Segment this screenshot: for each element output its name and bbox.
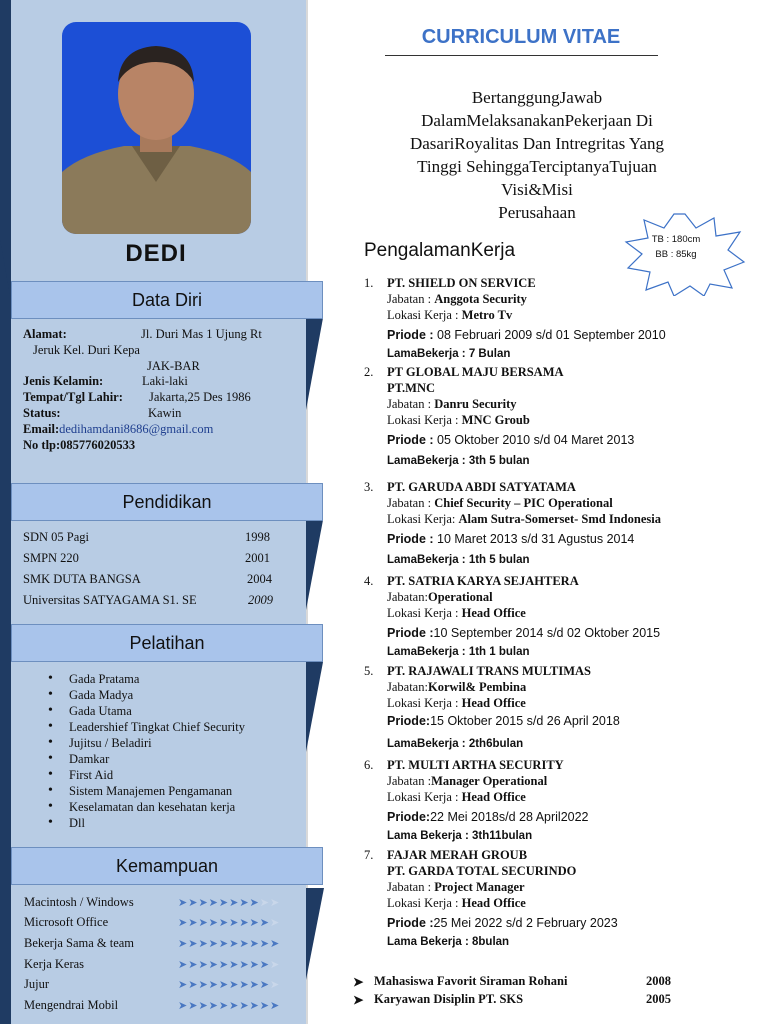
list-item: • Damkar: [48, 751, 245, 767]
jabatan-line: Jabatan : Chief Security – PIC Operational: [387, 496, 613, 510]
rating-arrow-icon: ➤: [249, 917, 260, 929]
periode-line: Priode:15 Oktober 2015 s/d 26 April 2018: [387, 714, 620, 728]
rating-arrow-icon: ➤: [178, 938, 189, 950]
section-header-pelatihan: Pelatihan: [11, 624, 323, 662]
rating-arrow-icon: ➤: [208, 917, 219, 929]
periode-line: Priode :25 Mei 2022 s/d 2 February 2023: [387, 916, 618, 930]
bb-text: BB : 85kg: [655, 249, 697, 260]
skill-label: Macintosh / Windows: [24, 895, 134, 909]
periode-line: Priode:22 Mei 2018s/d 28 April2022: [387, 810, 589, 824]
info-alamat-3: JAK-BAR: [147, 359, 200, 373]
info-alamat-label: Alamat:: [23, 327, 67, 341]
rating-arrow-icon: ➤: [259, 897, 270, 909]
lama-line: Lama Bekerja : 8bulan: [387, 936, 510, 948]
rating-arrow-icon: ➤: [249, 938, 260, 950]
info-ttl-label: Tempat/Tgl Lahir:: [23, 390, 123, 404]
person-silhouette-icon: [62, 22, 251, 234]
lokasi-line: Lokasi Kerja : Metro Tv: [387, 308, 513, 322]
company-name: PT. SATRIA KARYA SEJAHTERA: [387, 574, 579, 588]
lama-line: LamaBekerja : 3th 5 bulan: [387, 455, 530, 467]
rating-arrow-icon: ➤: [249, 959, 260, 971]
skill-label: Microsoft Office: [24, 915, 109, 929]
tb-text: TB : 180cm: [651, 234, 701, 245]
rating-arrow-icon: ➤: [218, 897, 230, 909]
company-name: PT. GARUDA ABDI SATYATAMA: [387, 480, 576, 494]
info-status-value: Kawin: [148, 406, 182, 420]
rating-arrow-icon: ➤: [178, 917, 189, 929]
lama-line: Lama Bekerja : 3th11bulan: [387, 830, 533, 842]
rating-arrow-icon: ➤: [269, 959, 281, 971]
rating-arrow-icon: ➤: [259, 917, 270, 929]
lokasi-line: Lokasi Kerja : Head Office: [387, 696, 526, 710]
experience-number: 6.: [364, 758, 374, 772]
arrow-bullet-icon: ➤: [353, 993, 364, 1007]
rating-arrow-icon: ➤: [178, 979, 189, 991]
rating-arrow-icon: ➤: [208, 1000, 219, 1012]
list-item: • Keselamatan dan kesehatan kerja: [48, 799, 245, 815]
email-link[interactable]: dedihamdani8686@gmail.com: [59, 422, 214, 436]
rating-arrow-icon: ➤: [229, 917, 240, 929]
list-item: • Dll: [48, 815, 245, 831]
list-item: • Sistem Manajemen Pengamanan: [48, 783, 245, 799]
rating-arrow-icon: ➤: [269, 1000, 281, 1012]
candidate-name: DEDI: [125, 240, 187, 267]
rating-arrow-icon: ➤: [198, 917, 209, 929]
starburst-badge-icon: [624, 212, 746, 296]
rating-arrow-icon: ➤: [218, 917, 230, 929]
company-name-2: PT. GARDA TOTAL SECURINDO: [387, 864, 577, 878]
jabatan-line: Jabatan :Manager Operational: [387, 774, 548, 788]
rating-arrow-icon: ➤: [208, 938, 219, 950]
company-name-2: PT.MNC: [387, 381, 436, 395]
rating-arrow-icon: ➤: [259, 1000, 270, 1012]
rating-arrow-icon: ➤: [218, 1000, 230, 1012]
rating-arrow-icon: ➤: [188, 979, 199, 991]
lokasi-line: Lokasi Kerja: Alam Sutra-Somerset- Smd Indonesia: [387, 512, 661, 526]
rating-arrow-icon: ➤: [188, 1000, 199, 1012]
info-jk-label: Jenis Kelamin:: [23, 374, 104, 388]
jabatan-line: Jabatan:Korwil& Pembina: [387, 680, 527, 694]
section-header-pendidikan: Pendidikan: [11, 483, 323, 521]
skill-label: Kerja Keras: [24, 957, 85, 971]
skill-label: Mengendrai Mobil: [24, 998, 119, 1012]
rating-arrow-icon: ➤: [239, 1000, 250, 1012]
rating-arrow-icon: ➤: [208, 979, 219, 991]
rating-arrow-icon: ➤: [178, 1000, 189, 1012]
experience-number: 3.: [364, 480, 374, 494]
info-ttl-value: Jakarta,25 Des 1986: [149, 390, 251, 404]
company-name: PT. RAJAWALI TRANS MULTIMAS: [387, 664, 591, 678]
jabatan-line: Jabatan : Danru Security: [387, 397, 517, 411]
rating-arrow-icon: ➤: [239, 897, 250, 909]
rating-arrow-icon: ➤: [229, 938, 240, 950]
edu-row: Universitas SATYAGAMA S1. SE 2009: [23, 593, 273, 607]
lokasi-line: Lokasi Kerja : Head Office: [387, 790, 526, 804]
rating-arrow-icon: ➤: [198, 897, 209, 909]
skill-rating: [178, 896, 280, 909]
profile-photo: [62, 22, 251, 234]
rating-arrow-icon: ➤: [208, 959, 219, 971]
training-list: [48, 671, 245, 831]
rating-arrow-icon: ➤: [269, 938, 281, 950]
section-header-data-diri: Data Diri: [11, 281, 323, 319]
jabatan-line: Jabatan : Anggota Security: [387, 292, 527, 306]
skill-rating: [178, 958, 280, 971]
arrow-bullet-icon: ➤: [353, 975, 364, 989]
rating-arrow-icon: ➤: [249, 979, 260, 991]
periode-line: Priode : 08 Februari 2009 s/d 01 September 2010: [387, 328, 666, 342]
rating-arrow-icon: ➤: [178, 897, 189, 909]
rating-arrow-icon: ➤: [259, 938, 270, 950]
jabatan-line: Jabatan : Project Manager: [387, 880, 525, 894]
rating-arrow-icon: ➤: [178, 959, 189, 971]
rating-arrow-icon: ➤: [198, 938, 209, 950]
rating-arrow-icon: ➤: [269, 979, 281, 991]
rating-arrow-icon: ➤: [229, 897, 240, 909]
rating-arrow-icon: ➤: [229, 979, 240, 991]
lokasi-line: Lokasi Kerja : Head Office: [387, 606, 526, 620]
skill-rating: [178, 999, 280, 1012]
list-item: • Gada Madya: [48, 687, 245, 703]
list-item: • Jujitsu / Beladiri: [48, 735, 245, 751]
periode-line: Priode : 10 Maret 2013 s/d 31 Agustus 2014: [387, 532, 635, 546]
jabatan-line: Jabatan:Operational: [387, 590, 493, 604]
section-header-kemampuan: Kemampuan: [11, 847, 323, 885]
lama-line: LamaBekerja : 2th6bulan: [387, 738, 524, 750]
section-header-pengalaman: PengalamanKerja: [364, 240, 516, 261]
rating-arrow-icon: ➤: [188, 917, 199, 929]
info-jk-value: Laki-laki: [142, 374, 188, 388]
rating-arrow-icon: ➤: [239, 938, 250, 950]
info-email: Email:dedihamdani8686@gmail.com: [23, 422, 214, 436]
experience-number: 1.: [364, 276, 374, 290]
company-name: PT GLOBAL MAJU BERSAMA: [387, 365, 564, 379]
rating-arrow-icon: ➤: [198, 1000, 209, 1012]
rating-arrow-icon: ➤: [239, 959, 250, 971]
experience-number: 2.: [364, 365, 374, 379]
rating-arrow-icon: ➤: [259, 979, 270, 991]
edu-row: SDN 05 Pagi 1998: [23, 530, 270, 544]
rating-arrow-icon: ➤: [259, 959, 270, 971]
rating-arrow-icon: ➤: [218, 959, 230, 971]
info-alamat-2: Jeruk Kel. Duri Kepa: [33, 343, 140, 357]
info-alamat-1: Jl. Duri Mas 1 Ujung Rt: [141, 327, 262, 341]
edu-row: SMK DUTA BANGSA 2004: [23, 572, 272, 586]
rating-arrow-icon: ➤: [239, 979, 250, 991]
list-item: • First Aid: [48, 767, 245, 783]
lokasi-line: Lokasi Kerja : MNC Groub: [387, 413, 530, 427]
skill-rating: [178, 937, 280, 950]
cv-title: CURRICULUM VITAE: [421, 26, 621, 48]
rating-arrow-icon: ➤: [198, 979, 209, 991]
rating-arrow-icon: ➤: [229, 1000, 240, 1012]
rating-arrow-icon: ➤: [208, 897, 219, 909]
rating-arrow-icon: ➤: [218, 938, 230, 950]
lama-line: LamaBekerja : 1th 5 bulan: [387, 554, 530, 566]
company-name: PT. MULTI ARTHA SECURITY: [387, 758, 564, 772]
edu-row: SMPN 220 2001: [23, 551, 270, 565]
experience-number: 5.: [364, 664, 374, 678]
rating-arrow-icon: ➤: [249, 897, 260, 909]
lama-line: LamaBekerja : 7 Bulan: [387, 348, 511, 360]
skill-rating: [178, 916, 280, 929]
title-underline: [385, 55, 658, 56]
lama-line: LamaBekerja : 1th 1 bulan: [387, 646, 530, 658]
rating-arrow-icon: ➤: [188, 897, 199, 909]
periode-line: Priode :10 September 2014 s/d 02 Oktober 2015: [387, 626, 661, 640]
company-name: FAJAR MERAH GROUB: [387, 848, 528, 862]
rating-arrow-icon: ➤: [198, 959, 209, 971]
skill-rating: [178, 978, 280, 991]
info-status-label: Status:: [23, 406, 61, 420]
rating-arrow-icon: ➤: [249, 1000, 260, 1012]
motto: BertanggungJawab DalamMelaksanakanPekerjaan Di DasariRoyalitas Dan Intregritas Yang Tinggi SehinggaTerciptanyaTujuan Visi&Misi Perusahaan: [409, 88, 664, 222]
rating-arrow-icon: ➤: [269, 897, 281, 909]
info-phone: No tlp:085776020533: [23, 438, 136, 452]
rating-arrow-icon: ➤: [218, 979, 230, 991]
skill-label: Bekerja Sama & team: [24, 936, 135, 950]
periode-line: Priode : 05 Oktober 2010 s/d 04 Maret 2013: [387, 433, 635, 447]
experience-number: 7.: [364, 848, 374, 862]
rating-arrow-icon: ➤: [239, 917, 250, 929]
lokasi-line: Lokasi Kerja : Head Office: [387, 896, 526, 910]
list-item: • Leadershief Tingkat Chief Security: [48, 719, 245, 735]
rating-arrow-icon: ➤: [269, 917, 281, 929]
skill-label: Jujur: [24, 977, 49, 991]
rating-arrow-icon: ➤: [229, 959, 240, 971]
list-item: • Gada Utama: [48, 703, 245, 719]
rating-arrow-icon: ➤: [188, 938, 199, 950]
list-item: • Gada Pratama: [48, 671, 245, 687]
rating-arrow-icon: ➤: [188, 959, 199, 971]
company-name: PT. SHIELD ON SERVICE: [387, 276, 536, 290]
experience-number: 4.: [364, 574, 374, 588]
